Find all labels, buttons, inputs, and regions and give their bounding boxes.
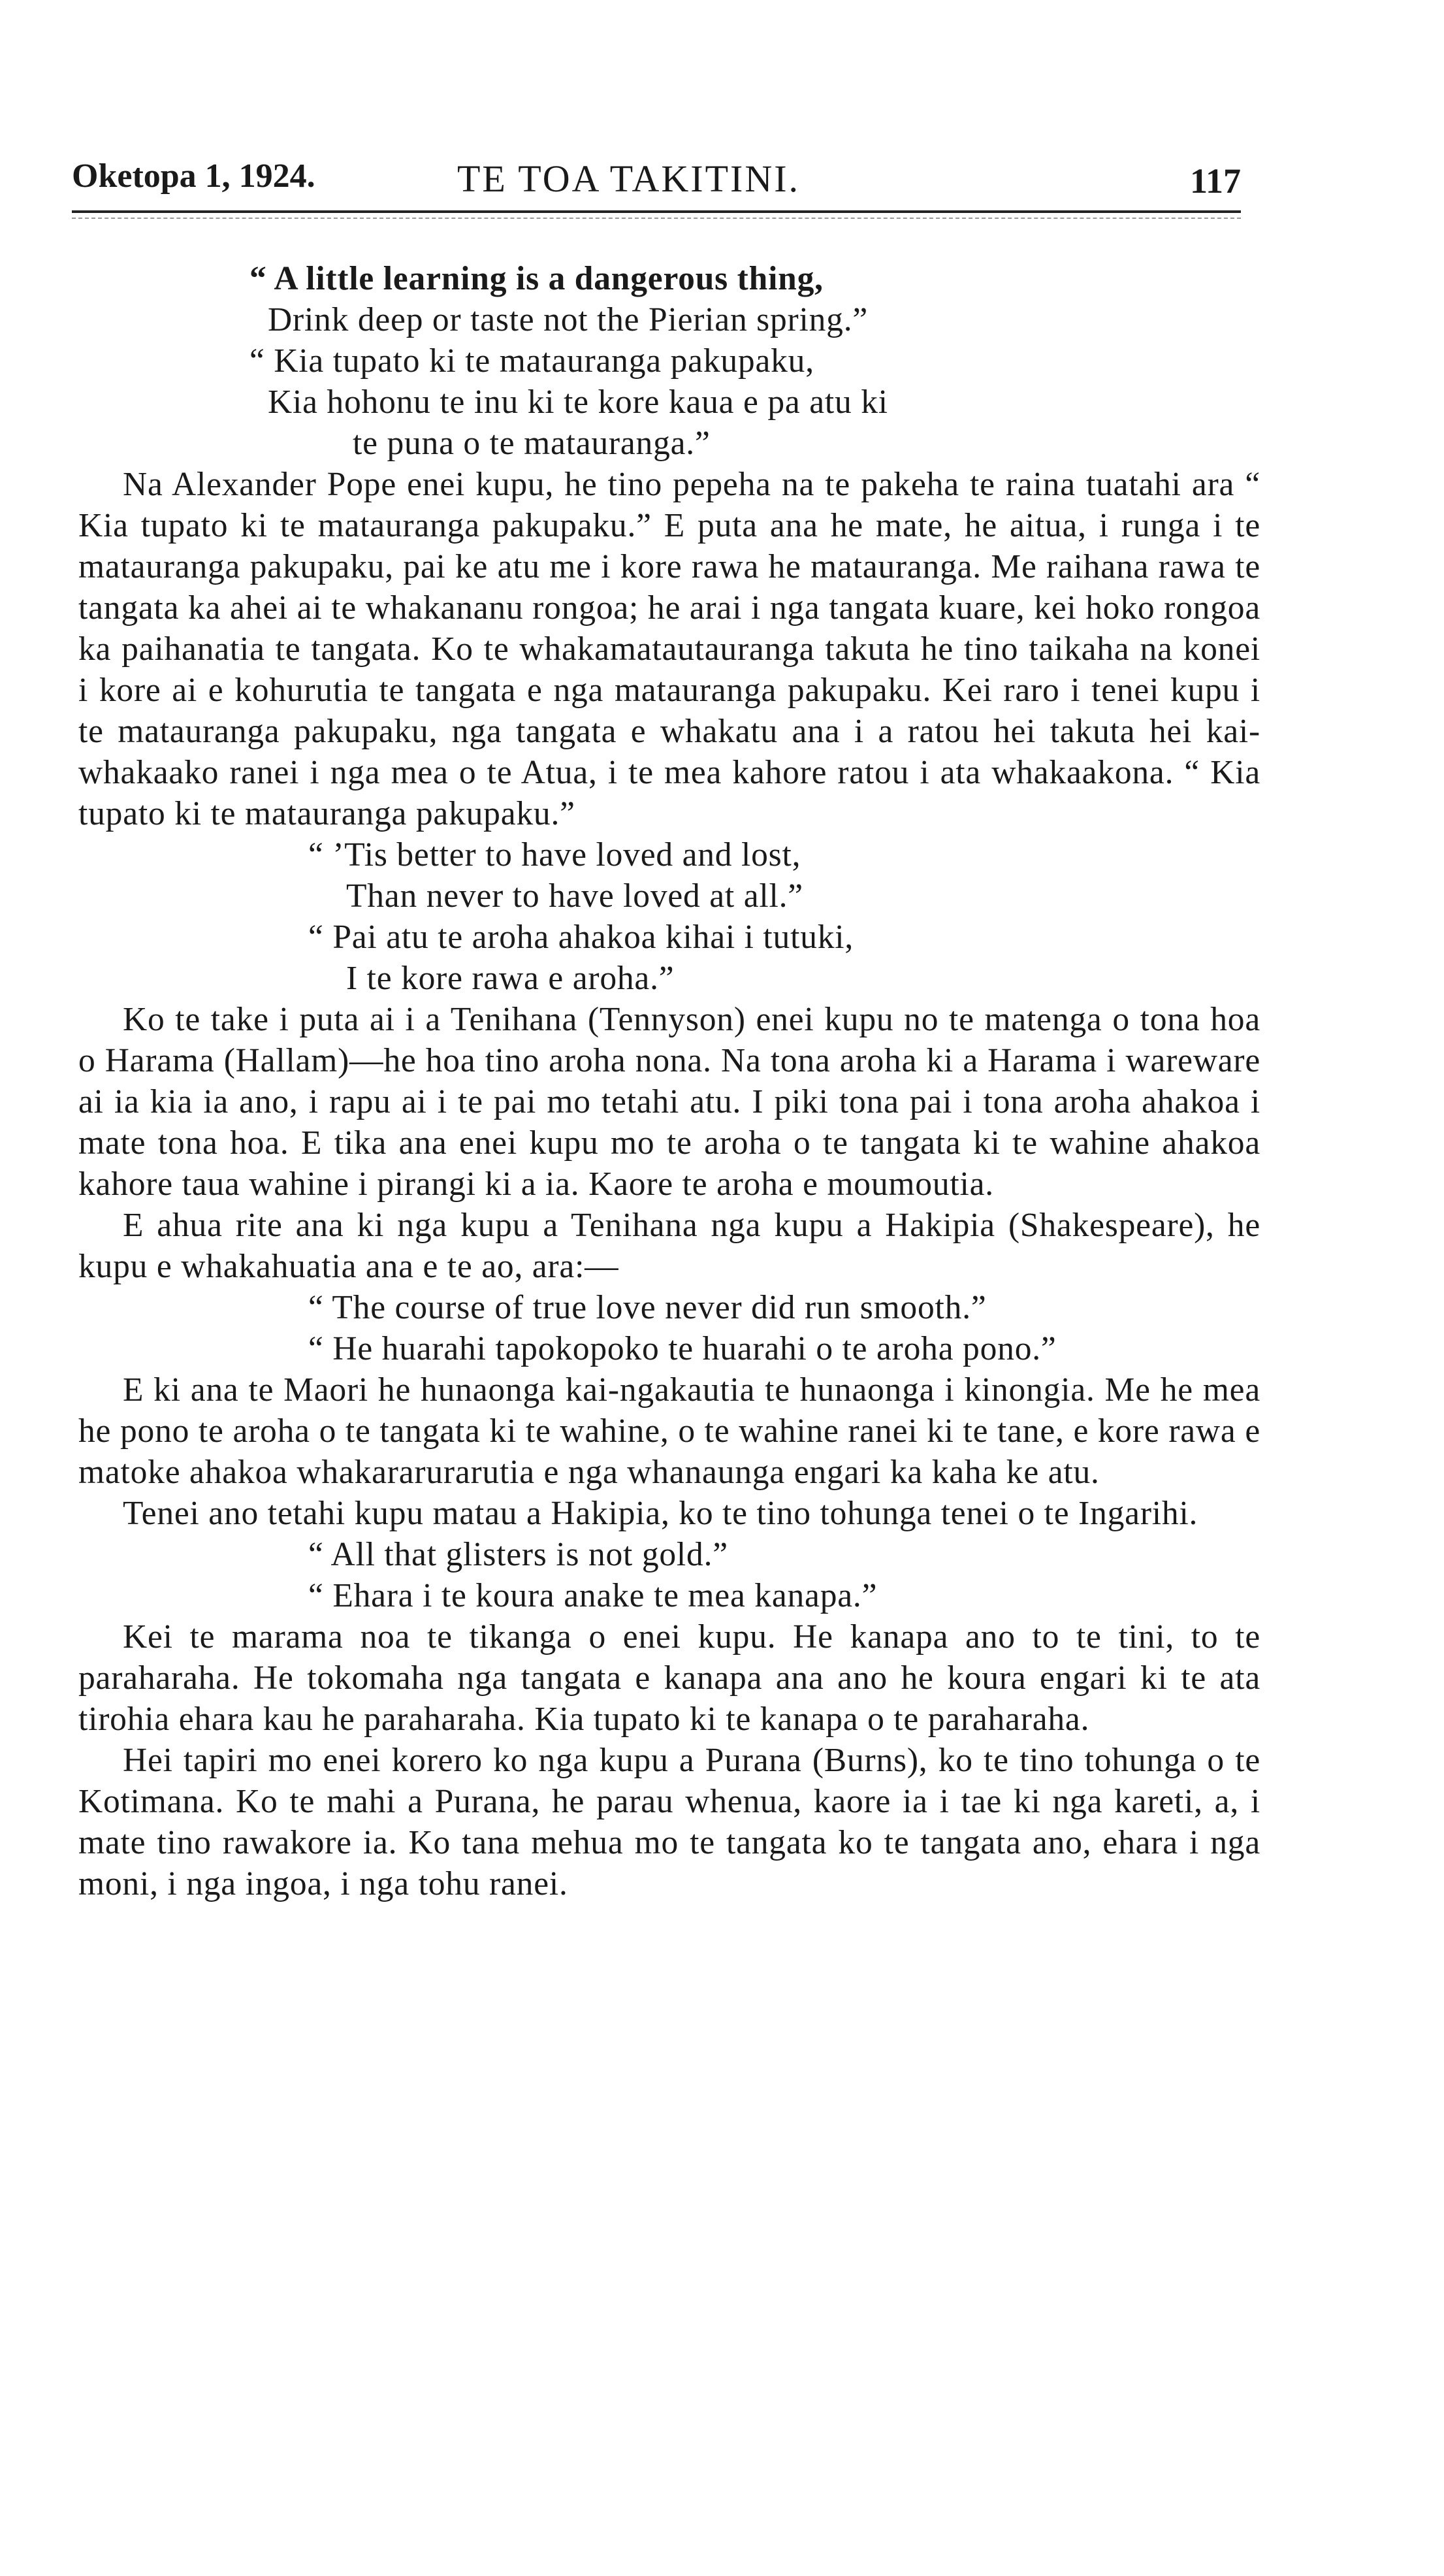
paragraph: Kei te marama noa te tikanga o enei kupu. He kanapa ano to te tini, to te paraharaha. He tokomaha nga tangata e kanapa ana ano he koura engari ki te ata tirohia ehara kau he paraharaha. Kia tupato ki te kanapa o te paraharaha. bbox=[78, 1618, 1260, 1738]
verse-line: te puna o te matauranga.” bbox=[353, 425, 711, 462]
paragraph: E ahua rite ana ki nga kupu a Tenihana nga kupu a Hakipia (Shakespeare), he kupu e whakahuatia ana e te ao, ara:— bbox=[78, 1207, 1260, 1285]
paragraph: Na Alexander Pope enei kupu, he tino pepeha na te pakeha te raina tuatahi ara “ Kia tupato ki te matauranga pakupaku.” E puta ana he mate, he aitua, i runga i te matauranga pakupaku, pai ke atu me i kore rawa he matauranga. Me raihana rawa te tangata ka ahei ai te whakananu rongoa; he arai i nga tangata kuare, kei hoko rongoa ka paihanatia te tangata. Ko te whakamatautauranga takuta he tino taikaha na konei i kore ai e kohurutia te tangata e nga matauranga pakupaku. Kei raro i tenei kupu i te matauranga pakupaku, nga tangata e whakatu ana i a ratou hei takuta hei kai-whakaako ranei i nga mea o te Atua, i te mea kahore ratou i ata whakaakona. “ Kia tupato ki te matauranga pakupaku.” bbox=[78, 466, 1260, 832]
verse-line: “ All that glisters is not gold.” bbox=[308, 1536, 728, 1573]
verse-line: Kia hohonu te inu ki te kore kaua e pa atu ki bbox=[268, 383, 888, 421]
verse-line: “ Kia tupato ki te matauranga pakupaku, bbox=[249, 342, 814, 380]
header-rule-secondary bbox=[72, 218, 1241, 219]
header-date: Oketopa 1, 1924. bbox=[72, 157, 315, 195]
header-rule bbox=[72, 210, 1241, 213]
verse-line: “ He huarahi tapokopoko te huarahi o te aroha pono.” bbox=[308, 1330, 1057, 1367]
verse-block bbox=[78, 1534, 1260, 1616]
verse-line: Than never to have loved at all.” bbox=[346, 877, 803, 915]
paragraph: Ko te take i puta ai i a Tenihana (Tennyson) enei kupu no te matenga o tona hoa o Harama (Hallam)—he hoa tino aroha nona. Na tona aroha ki a Harama i wareware ai ia kia ia ano, i rapu ai i te pai mo tetahi atu. I piki tona pai i tona aroha ahakoa i mate tona hoa. E tika ana enei kupu mo te aroha o te tangata ki te wahine ahakoa kahore taua wahine i pirangi ki a ia. Kaore te aroha e moumoutia. bbox=[78, 1001, 1260, 1203]
verse-line: “ The course of true love never did run smooth.” bbox=[308, 1289, 987, 1326]
article-body bbox=[78, 258, 1260, 1904]
verse-line: Drink deep or taste not the Pierian spring.” bbox=[268, 301, 869, 338]
verse-line: I te kore rawa e aroha.” bbox=[346, 960, 675, 997]
verse-block bbox=[78, 834, 1260, 999]
verse-block bbox=[78, 258, 1260, 464]
paragraph: E ki ana te Maori he hunaonga kai-ngakautia te hunaonga i kinongia. Me he mea he pono te aroha o te tangata ki te wahine, o te wahine ranei ki te tane, e kore rawa e matoke ahakoa whakararurarutia e nga whanaunga engari ka kaha ke atu. bbox=[78, 1371, 1260, 1491]
header-title: TE TOA TAKITINI. bbox=[457, 157, 801, 200]
verse-block bbox=[78, 1287, 1260, 1369]
verse-line: “ Ehara i te koura anake te mea kanapa.” bbox=[308, 1577, 878, 1614]
paragraph: Hei tapiri mo enei korero ko nga kupu a Purana (Burns), ko te tino tohunga o te Kotimana. Ko te mahi a Purana, he parau whenua, kaore ia i tae ki nga kareti, a, i mate tino rawakore ia. Ko tana mehua mo te tangata ko te tangata ano, ehara i nga moni, i nga ingoa, i nga tohu ranei. bbox=[78, 1742, 1260, 1902]
page-number: 117 bbox=[1189, 161, 1241, 201]
running-header bbox=[72, 157, 1241, 209]
verse-line: “ A little learning is a dangerous thing, bbox=[249, 260, 824, 297]
verse-line: “ ’Tis better to have loved and lost, bbox=[308, 836, 801, 873]
verse-line: “ Pai atu te aroha ahakoa kihai i tutuki, bbox=[308, 919, 854, 956]
paragraph: Tenei ano tetahi kupu matau a Hakipia, ko te tino tohunga tenei o te Ingarihi. bbox=[123, 1495, 1198, 1532]
